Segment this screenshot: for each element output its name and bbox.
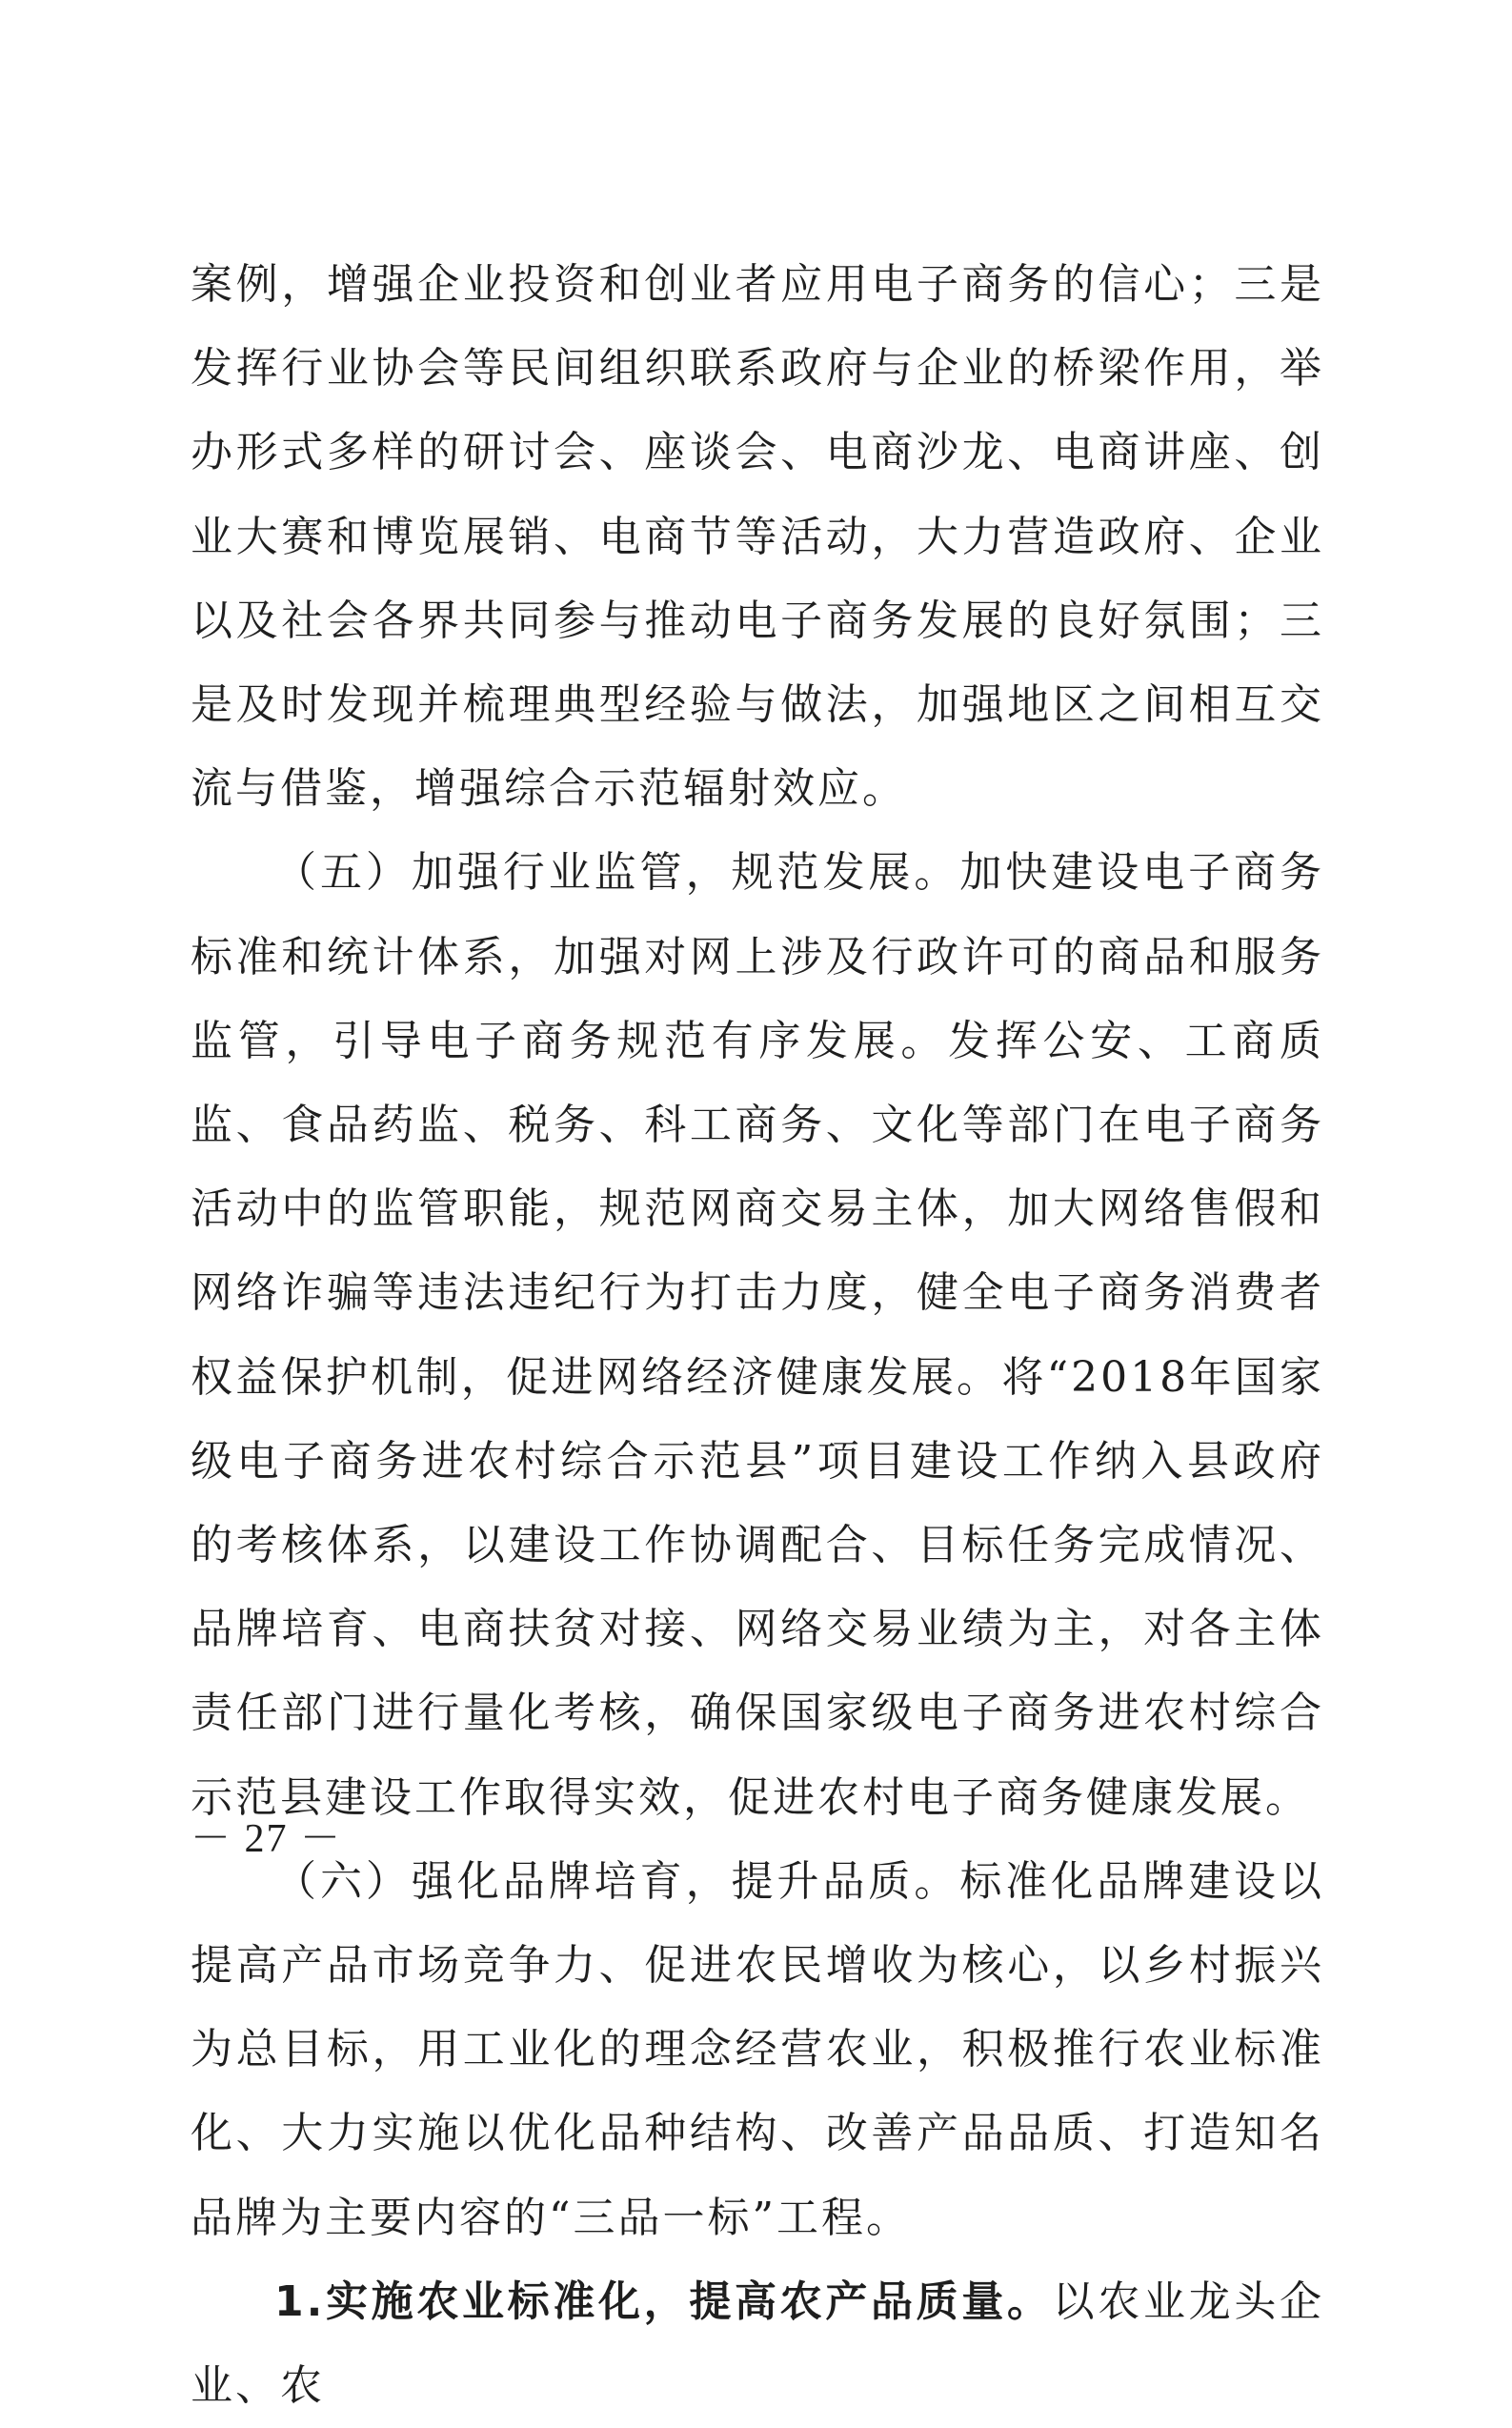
section-5-body: 加快建设电子商务标准和统计体系，加强对网上涉及行政许可的商品和服务监管，引导电子商务规范有序发展。发挥公安、工商质监、食品药监、税务、科工商务、文化等部门在电子商务活动中的监管职能，规范网商交易主体，加大网络售假和网络诈骗等违法违纪行为打击力度，健全电子商务消费者权益保护机制，促进网络经济健康发展。将“2018年国家级电子商务进农村综合示范县”项目建设工作纳入县政府的考核体系，以建设工作协调配合、目标任务完成情况、品牌培育、电商扶贫对接、网络交易业绩为主，对各主体责任部门进行量化考核，确保国家级电子商务进农村综合示范县建设工作取得实效，促进农村电子商务健康发展。	[191, 848, 1325, 1822]
page-number: － 27 －	[191, 1817, 343, 1861]
subsection-1-heading: 1.实施农业标准化，提高农产品质量。	[274, 2276, 1053, 2326]
paragraph-1	[191, 243, 1324, 831]
paragraph-1-text: 案例，增强企业投资和创业者应用电子商务的信心；三是发挥行业协会等民间组织联系政府与企业的桥梁作用，举办形式多样的研讨会、座谈会、电商沙龙、电商讲座、创业大赛和博览展销、电商节等活动，大力营造政府、企业以及社会各界共同参与推动电子商务发展的良好氛围；三是及时发现并梳理典型经验与做法，加强地区之间相互交流与借鉴，增强综合示范辐射效应。	[191, 260, 1324, 814]
section-6-heading: （六）强化品牌培育，提升品质。	[274, 1856, 960, 1906]
section-5-heading: （五）加强行业监管，规范发展。	[274, 848, 960, 898]
paragraph-subsection-1	[191, 2260, 1324, 2428]
section-6-body: 标准化品牌建设以提高产品市场竞争力、促进农民增收为核心，以乡村振兴为总目标，用工业化的理念经营农业，积极推行农业标准化、大力实施以优化品种结构、改善产品品质、打造知名品牌为主要内容的“三品一标”工程。	[191, 1856, 1325, 2242]
body-text	[191, 243, 1324, 2428]
paragraph-section-5	[191, 831, 1324, 1839]
subsection-1-body: 以农业龙头企业、农	[191, 2276, 1324, 2411]
paragraph-section-6	[191, 1840, 1324, 2260]
